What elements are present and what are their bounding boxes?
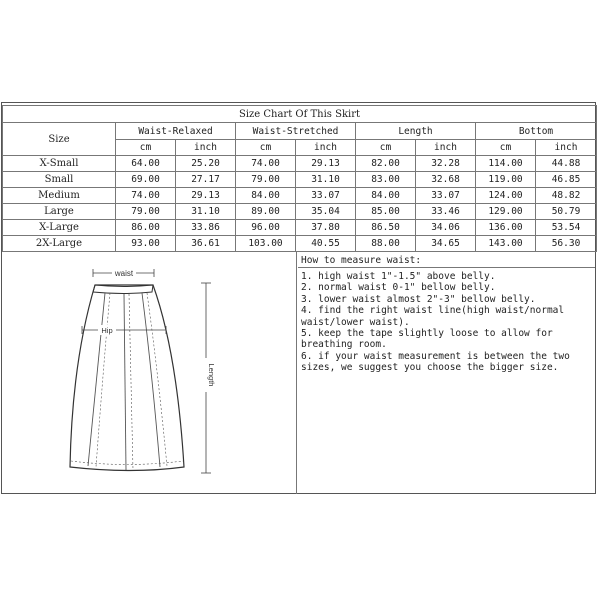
unit-header: inch xyxy=(296,140,356,156)
instructions-list xyxy=(298,268,595,374)
table-row xyxy=(3,204,597,220)
group-header-waist-relaxed: Waist-Relaxed xyxy=(116,123,236,140)
size-label: Medium xyxy=(3,188,116,204)
group-header-length: Length xyxy=(356,123,476,140)
table-cell: 114.00 xyxy=(476,156,536,172)
table-cell: 36.61 xyxy=(176,236,236,252)
table-cell: 31.10 xyxy=(296,172,356,188)
instructions-title: How to measure waist: xyxy=(298,252,595,268)
table-cell: 119.00 xyxy=(476,172,536,188)
table-cell: 143.00 xyxy=(476,236,536,252)
skirt-outline xyxy=(70,285,184,471)
list-item: 4. find the right waist line(high waist/normal waist/lower waist). xyxy=(301,305,565,328)
skirt-diagram xyxy=(2,252,296,494)
skirt-seam xyxy=(96,293,113,467)
table-row xyxy=(3,236,597,252)
table-cell: 46.85 xyxy=(536,172,597,188)
section-divider xyxy=(296,252,297,494)
table-cell: 50.79 xyxy=(536,204,597,220)
table-cell: 33.07 xyxy=(296,188,356,204)
unit-header: cm xyxy=(236,140,296,156)
skirt-seam xyxy=(142,293,160,467)
table-cell: 129.00 xyxy=(476,204,536,220)
list-item: 6. if your waist measurement is between the two sizes, we suggest you choose the bigger size. xyxy=(301,350,570,374)
size-label: X-Large xyxy=(3,220,116,236)
table-cell: 85.00 xyxy=(356,204,416,220)
unit-header: cm xyxy=(116,140,176,156)
waist-label: waist xyxy=(114,269,134,278)
table-cell: 82.00 xyxy=(356,156,416,172)
table-cell: 53.54 xyxy=(536,220,597,236)
table-cell: 33.46 xyxy=(416,204,476,220)
table-cell: 89.00 xyxy=(236,204,296,220)
chart-title: Size Chart Of This Skirt xyxy=(3,106,597,123)
table-cell: 33.07 xyxy=(416,188,476,204)
table-cell: 93.00 xyxy=(116,236,176,252)
table-row xyxy=(3,220,597,236)
unit-header: cm xyxy=(476,140,536,156)
table-cell: 84.00 xyxy=(236,188,296,204)
skirt-illustration xyxy=(2,252,296,494)
table-cell: 44.88 xyxy=(536,156,597,172)
table-cell: 124.00 xyxy=(476,188,536,204)
table-cell: 35.04 xyxy=(296,204,356,220)
size-label: Large xyxy=(3,204,116,220)
table-cell: 32.28 xyxy=(416,156,476,172)
list-item: 3. lower waist almost 2"-3" bellow belly. xyxy=(301,293,536,305)
unit-header: inch xyxy=(536,140,597,156)
table-cell: 136.00 xyxy=(476,220,536,236)
table-cell: 74.00 xyxy=(236,156,296,172)
list-item: 5. keep the tape slightly loose to allow for breathing room. xyxy=(301,328,553,351)
skirt-seam xyxy=(88,293,105,466)
table-cell: 34.06 xyxy=(416,220,476,236)
length-label: Length xyxy=(207,363,216,387)
size-label: 2X-Large xyxy=(3,236,116,252)
group-header-bottom: Bottom xyxy=(476,123,597,140)
table-cell: 74.00 xyxy=(116,188,176,204)
table-cell: 96.00 xyxy=(236,220,296,236)
table-cell: 32.68 xyxy=(416,172,476,188)
table-cell: 86.50 xyxy=(356,220,416,236)
table-cell: 83.00 xyxy=(356,172,416,188)
table-cell: 29.13 xyxy=(296,156,356,172)
table-cell: 33.86 xyxy=(176,220,236,236)
size-column-header: Size xyxy=(3,123,116,156)
table-cell: 64.00 xyxy=(116,156,176,172)
table-cell: 84.00 xyxy=(356,188,416,204)
table-cell: 27.17 xyxy=(176,172,236,188)
unit-header: inch xyxy=(416,140,476,156)
table-row xyxy=(3,172,597,188)
size-label: X-Small xyxy=(3,156,116,172)
table-cell: 25.20 xyxy=(176,156,236,172)
table-cell: 69.00 xyxy=(116,172,176,188)
skirt-seam xyxy=(147,293,167,466)
table-cell: 40.55 xyxy=(296,236,356,252)
table-cell: 103.00 xyxy=(236,236,296,252)
size-label: Small xyxy=(3,172,116,188)
measure-instructions xyxy=(298,252,595,494)
table-cell: 79.00 xyxy=(116,204,176,220)
table-cell: 86.00 xyxy=(116,220,176,236)
table-row xyxy=(3,156,597,172)
measurement-section xyxy=(2,251,596,494)
table-cell: 56.30 xyxy=(536,236,597,252)
table-cell: 37.80 xyxy=(296,220,356,236)
table-cell: 29.13 xyxy=(176,188,236,204)
hip-label: Hip xyxy=(101,326,113,335)
unit-header: cm xyxy=(356,140,416,156)
table-cell: 88.00 xyxy=(356,236,416,252)
size-chart-table xyxy=(2,105,597,252)
skirt-seam xyxy=(124,294,126,470)
table-cell: 31.10 xyxy=(176,204,236,220)
table-cell: 34.65 xyxy=(416,236,476,252)
list-item: 1. high waist 1"-1.5" above belly. xyxy=(301,271,496,282)
table-cell: 48.82 xyxy=(536,188,597,204)
skirt-seam xyxy=(129,294,133,470)
table-row xyxy=(3,188,597,204)
table-cell: 79.00 xyxy=(236,172,296,188)
list-item: 2. normal waist 0-1" bellow belly. xyxy=(301,282,496,294)
skirt-waistband xyxy=(93,285,153,294)
unit-header: inch xyxy=(176,140,236,156)
group-header-waist-stretched: Waist-Stretched xyxy=(236,123,356,140)
